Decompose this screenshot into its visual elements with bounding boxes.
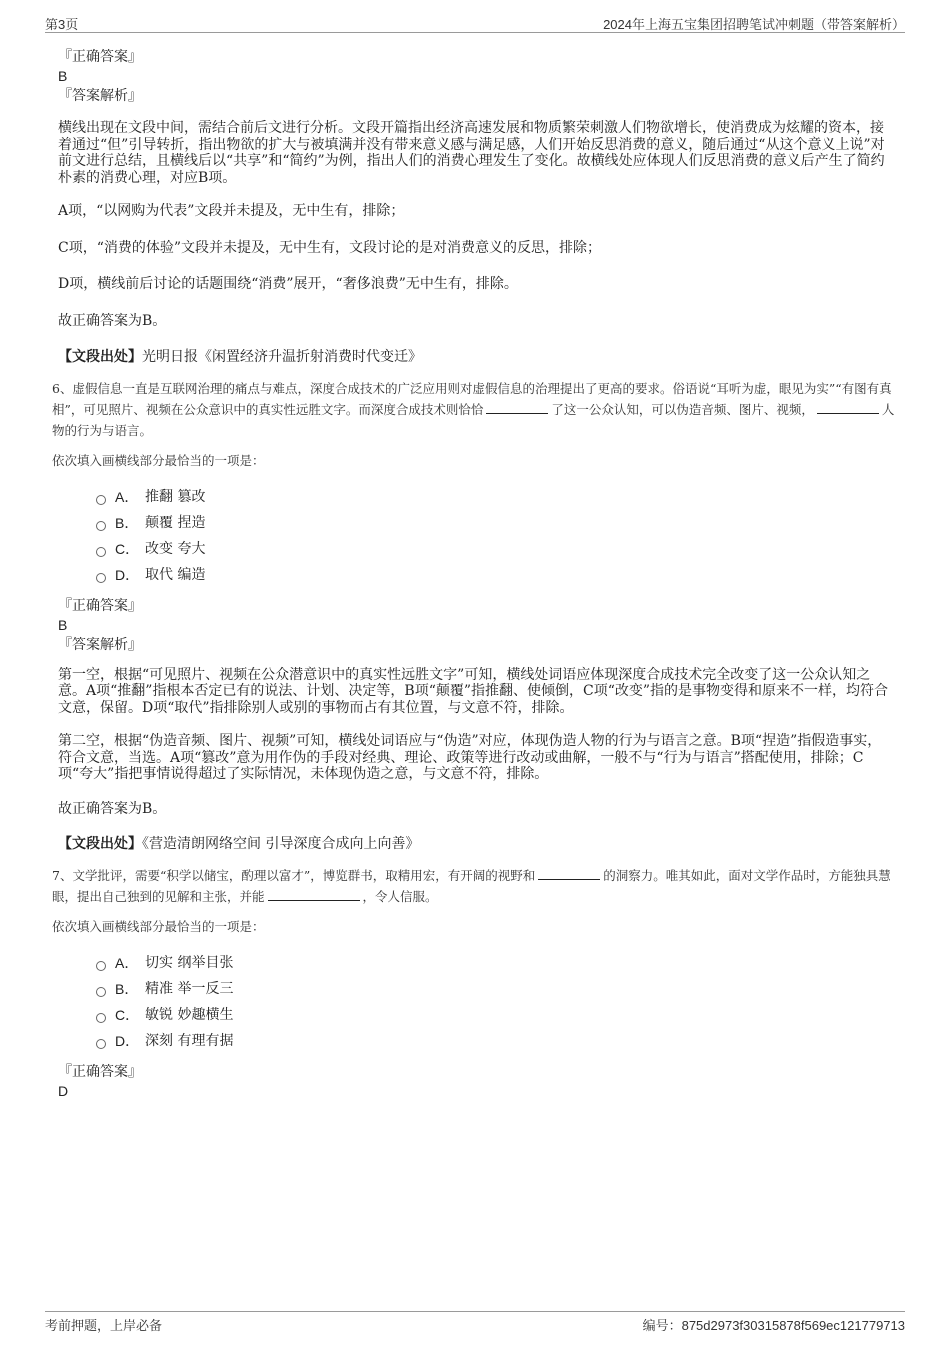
radio-button-icon[interactable] — [96, 987, 106, 997]
answer-blank — [486, 401, 548, 414]
analysis-option-d: D项，横线前后讨论的话题围绕“消费”展开，“奢侈浪费”无中生有，排除。 — [58, 276, 518, 292]
option-a[interactable]: A． 切实 纲举目张 — [96, 950, 893, 976]
source-text: 《营造清朗网络空间 引导深度合成向上向善》 — [142, 836, 420, 852]
correct-answer-value: D — [58, 1082, 69, 1099]
analysis-paragraph: 横线出现在文段中间，需结合前后文进行分析。文段开篇指出经济高速发展和物质繁荣刺激人们物欲增长，使消费成为炫耀的资本，接着通过“但”引导转折，指出物欲的扩大与被填满并没有带来意义感与满足感，人们开始反思消费的意义，随后通过“从这个意义上说”对前文进行总结，且横线后以“共享”和“简约”为例，指出人们的消费心理发生了变化。故横线处应体现人们反思消费的意义后产生了简约朴素的消费心理，对应B项。 — [58, 120, 885, 186]
radio-button-icon[interactable] — [96, 1039, 106, 1049]
radio-button-icon[interactable] — [96, 1013, 106, 1023]
question-6-instruction: 依次填入画横线部分最恰当的一项是： — [52, 452, 265, 468]
answer-blank — [817, 401, 879, 414]
document-title: 2024年上海五宝集团招聘笔试冲刺题（带答案解析） — [603, 17, 905, 32]
correct-answer-label: 『正确答案』 — [58, 49, 142, 65]
analysis-option-c: C项，“消费的体验”文段并未提及，无中生有，文段讨论的是对消费意义的反思，排除； — [58, 239, 602, 256]
document-body — [52, 47, 895, 1100]
correct-answer-value: B — [58, 68, 68, 84]
question-7-text: 7、文学批评，需要“积学以储宝，酌理以富才”，博览群书，取精用宏，有开阔的视野和 的洞察力。唯其如此，面对文学作品时，方能独具慧眼，提出自己独到的见解和主张，并能 ，令人信服。 — [52, 867, 891, 904]
option-c[interactable]: C． 改变 夸大 — [96, 536, 893, 562]
analysis-label: 『答案解析』 — [58, 636, 142, 653]
question-6-options — [96, 484, 893, 588]
source-line — [58, 349, 893, 366]
footer-slogan: 考前押题，上岸必备 — [45, 1318, 163, 1333]
correct-answer-label: 『正确答案』 — [58, 597, 142, 614]
correct-answer-value: B — [58, 616, 68, 633]
analysis-option-a: A项，“以网购为代表”文段并未提及，无中生有，排除； — [58, 203, 405, 219]
document-code: 编号：875d2973f30315878f569ec121779713 — [642, 1318, 905, 1333]
source-label: 【文段出处】 — [58, 349, 142, 365]
radio-button-icon[interactable] — [96, 495, 106, 505]
analysis-conclusion: 故正确答案为B。 — [58, 800, 167, 817]
source-line — [58, 836, 893, 853]
analysis-paragraph: 第二空，根据“伪造音频、图片、视频”可知，横线处词语应与“伪造”对应，体现伪造人物的行为与语言之意。B项“捏造”指假造事实，符合文意，当选。A项“篡改”意为用作伪的手段对经典、理论、政策等进行改动或曲解，一般不与“行为与语言”搭配使用，排除；C项“夸大”指把事情说得超过了实际情况，未体现伪造之意，与文意不符，排除。 — [58, 733, 882, 782]
radio-button-icon[interactable] — [96, 961, 106, 971]
option-b[interactable]: B． 精准 举一反三 — [96, 976, 893, 1002]
question-6-text: 6、虚假信息一直是互联网治理的痛点与难点，深度合成技术的广泛应用则对虚假信息的治理提出了更高的要求。俗语说“耳听为虚，眼见为实”“有图有真相”，可见照片、视频在公众意识中的真实性远胜文字。而深度合成技术则恰恰 了这一公众认知，可以伪造音频、图片、视频， 人物的行为与语言。 — [52, 380, 895, 438]
option-a[interactable]: A． 推翻 篡改 — [96, 484, 893, 510]
option-d[interactable]: D． 取代 编造 — [96, 562, 893, 588]
analysis-paragraph: 第一空，根据“可见照片、视频在公众潜意识中的真实性远胜文字”可知，横线处词语应体现深度合成技术完全改变了这一公众认知之意。A项“推翻”指根本否定已有的说法、计划、决定等，B项“颠覆”指推翻、使倾倒，C项“改变”指的是事物变得和原来不一样，均符合文意，保留。D项“取代”指排除别人或别的事物而占有其位置，与文意不符，排除。 — [58, 666, 889, 716]
radio-button-icon[interactable] — [96, 547, 106, 557]
analysis-conclusion: 故正确答案为B。 — [58, 312, 167, 329]
answer-blank — [268, 888, 360, 901]
option-c[interactable]: C． 敏锐 妙趣横生 — [96, 1002, 893, 1028]
radio-button-icon[interactable] — [96, 573, 106, 583]
option-b[interactable]: B． 颠覆 捏造 — [96, 510, 893, 536]
option-d[interactable]: D． 深刻 有理有据 — [96, 1028, 893, 1054]
page-number: 第3页 — [45, 17, 79, 32]
question-7-options — [96, 950, 893, 1054]
correct-answer-label: 『正确答案』 — [58, 1063, 142, 1080]
source-text: 光明日报《闲置经济升温折射消费时代变迁》 — [142, 349, 422, 365]
analysis-label: 『答案解析』 — [58, 88, 142, 104]
page-footer — [45, 1311, 905, 1333]
page-header — [45, 14, 905, 33]
radio-button-icon[interactable] — [96, 521, 106, 531]
question-7-instruction: 依次填入画横线部分最恰当的一项是： — [52, 918, 265, 934]
answer-blank — [538, 867, 600, 880]
source-label: 【文段出处】 — [58, 836, 142, 852]
